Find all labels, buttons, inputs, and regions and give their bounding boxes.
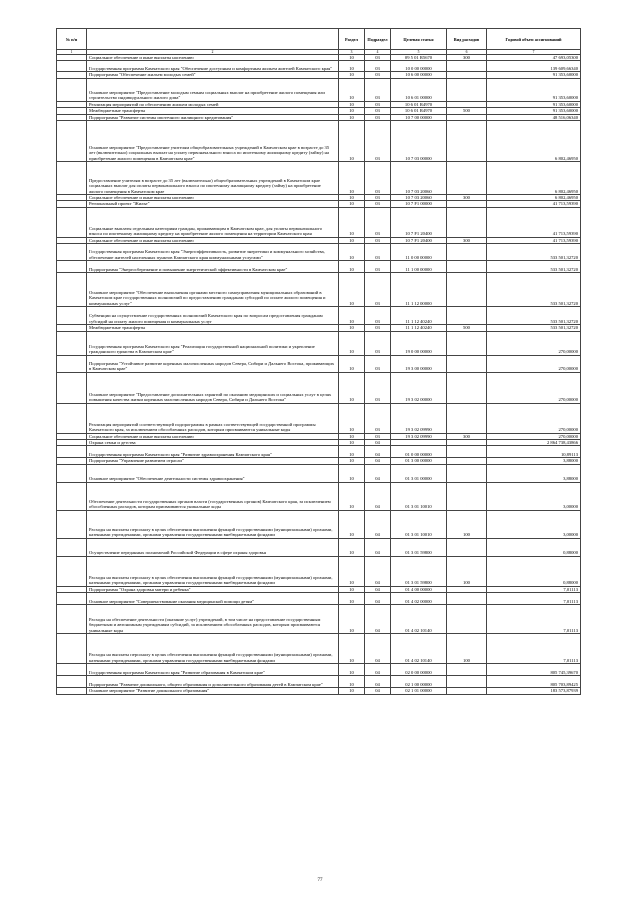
cell-amount: 533 501,32720 — [487, 273, 581, 307]
cell-razdel: 10 — [339, 325, 365, 331]
cell-vr — [447, 331, 487, 355]
cell-csr: 10 7 F1 20400 — [391, 207, 447, 237]
cell-amount: 91 353,60000 — [487, 72, 581, 78]
cell-podrazdel: 03 — [365, 403, 391, 433]
cell-csr: 01 3 01 00000 — [391, 464, 447, 482]
cell-num — [57, 207, 87, 237]
table-row — [57, 664, 581, 676]
cell-razdel: 10 — [339, 78, 365, 101]
table-row — [57, 273, 581, 307]
cell-razdel: 10 — [339, 355, 365, 372]
cell-amount: 48 516,06340 — [487, 114, 581, 120]
cell-num — [57, 556, 87, 586]
cell-name: Региональный проект "Жилье" — [87, 201, 339, 207]
cell-podrazdel: 04 — [365, 556, 391, 586]
cell-name: Подпрограмма "Энергосбережение и повышение энергетической эффективности в Камчатском крае" — [87, 261, 339, 273]
cell-amount: 6 802,46950 — [487, 195, 581, 201]
cell-razdel: 10 — [339, 593, 365, 605]
cell-amount: 270,00000 — [487, 403, 581, 433]
cell-podrazdel: 04 — [365, 510, 391, 538]
cell-csr: 11 1 12 00000 — [391, 273, 447, 307]
cell-amount: 533 501,32720 — [487, 261, 581, 273]
cell-razdel: 10 — [339, 114, 365, 120]
cell-vr — [447, 61, 487, 72]
cell-name: Социальное обеспечение и иные выплаты населению — [87, 237, 339, 243]
cell-name: Подпрограмма "Развитие системы ипотечного жилищного кредитования" — [87, 114, 339, 120]
cell-num — [57, 634, 87, 664]
cell-razdel: 10 — [339, 676, 365, 688]
cell-vr — [447, 307, 487, 325]
cell-razdel: 10 — [339, 307, 365, 325]
cell-vr — [447, 538, 487, 556]
cell-vr — [447, 273, 487, 307]
cell-vr — [447, 593, 487, 605]
cell-amount: 270,00000 — [487, 372, 581, 403]
cell-csr: 10 7 00 00000 — [391, 114, 447, 120]
cell-num — [57, 331, 87, 355]
cell-csr: 10 7 F1 20400 — [391, 237, 447, 243]
table-row — [57, 446, 581, 458]
cell-name: Основное мероприятие "Обеспечение деятельности системы здравоохранения" — [87, 464, 339, 482]
table-row — [57, 244, 581, 261]
col-number: 6 — [447, 50, 487, 55]
cell-vr — [447, 355, 487, 372]
budget-table — [56, 28, 581, 695]
table-row — [57, 634, 581, 664]
cell-name: Межбюджетные трансферты — [87, 325, 339, 331]
table-row — [57, 482, 581, 510]
cell-csr: 01 4 02 10140 — [391, 605, 447, 634]
cell-csr: 10 7 03 00000 — [391, 121, 447, 162]
cell-podrazdel: 04 — [365, 634, 391, 664]
cell-podrazdel: 03 — [365, 121, 391, 162]
cell-podrazdel: 03 — [365, 55, 391, 61]
cell-amount: 47 693,05300 — [487, 55, 581, 61]
cell-name: Социальные выплаты отдельным категориям граждан, проживающим в Камчатском крае, для уплаты первоначального взноса по ипотечному жилищному кредиту на приобретение жилого помещения на территории Камчатского края — [87, 207, 339, 237]
cell-razdel: 10 — [339, 664, 365, 676]
header-podrazdel: Подраздел — [365, 29, 391, 50]
cell-podrazdel: 03 — [365, 372, 391, 403]
cell-name: Государственная программа Камчатского края "Энергоэффективность, развитие энергетики и коммунального хозяйства, обеспечение жителей населенных пунктов Камчатского края коммунальными услугами" — [87, 244, 339, 261]
header-csr: Целевая статья — [391, 29, 447, 50]
header-name — [87, 29, 339, 50]
cell-num — [57, 446, 87, 458]
cell-razdel: 10 — [339, 108, 365, 114]
page-number: 77 — [317, 878, 323, 883]
table-row — [57, 688, 581, 694]
table-row — [57, 261, 581, 273]
cell-podrazdel: 03 — [365, 114, 391, 120]
cell-name: Подпрограмма "Обеспечение жильем молодых семей" — [87, 72, 339, 78]
cell-name: Государственная программа Камчатского края "Реализация государственной национальной политики и укрепление гражданского единства в Камчатском крае" — [87, 331, 339, 355]
cell-podrazdel: 04 — [365, 676, 391, 688]
cell-vr — [447, 244, 487, 261]
cell-name: Подпрограмма "Устойчивое развитие коренных малочисленных народов Севера, Сибири и Дальнего Востока, проживающих в Камчатском крае" — [87, 355, 339, 372]
table-row — [57, 121, 581, 162]
cell-name: Основное мероприятие "Обеспечение выполнения органами местного самоуправления муниципальных образований в Камчатском крае государственных полномочий по предоставлению гражданам субсидий по оплате жилого помещения и коммунальных услуг" — [87, 273, 339, 307]
cell-amount: 2 864 738,43866 — [487, 440, 581, 446]
table-row — [57, 676, 581, 688]
header-num: № п/п — [57, 29, 87, 50]
cell-amount: 91 353,60000 — [487, 78, 581, 101]
cell-num — [57, 676, 87, 688]
cell-amount: 3,88000 — [487, 458, 581, 464]
cell-num — [57, 273, 87, 307]
cell-razdel: 10 — [339, 121, 365, 162]
table-row — [57, 510, 581, 538]
cell-vr — [447, 664, 487, 676]
cell-csr: 19 3 02 00000 — [391, 372, 447, 403]
col-number: 4 — [365, 50, 391, 55]
cell-vr: 300 — [447, 195, 487, 201]
cell-csr: 02 0 00 00000 — [391, 664, 447, 676]
cell-podrazdel: 04 — [365, 482, 391, 510]
table-row — [57, 372, 581, 403]
cell-csr: 01 4 02 10140 — [391, 634, 447, 664]
cell-razdel: 10 — [339, 372, 365, 403]
cell-csr: 10 6 01 00000 — [391, 78, 447, 101]
cell-name: Основное мероприятие "Развитие дошкольного образования" — [87, 688, 339, 694]
cell-csr: 19 3 02 09990 — [391, 403, 447, 433]
cell-podrazdel: 03 — [365, 237, 391, 243]
cell-vr — [447, 78, 487, 101]
cell-num — [57, 464, 87, 482]
cell-podrazdel: 03 — [365, 307, 391, 325]
cell-razdel: 10 — [339, 201, 365, 207]
cell-podrazdel: 03 — [365, 61, 391, 72]
cell-razdel: 10 — [339, 464, 365, 482]
cell-razdel: 10 — [339, 162, 365, 195]
cell-amount: 6 802,46950 — [487, 162, 581, 195]
cell-csr: 02 1 00 00000 — [391, 676, 447, 688]
cell-razdel: 10 — [339, 586, 365, 592]
cell-amount: 805 703,89425 — [487, 676, 581, 688]
cell-amount: 0,88000 — [487, 556, 581, 586]
cell-razdel: 10 — [339, 237, 365, 243]
cell-amount: 10,89113 — [487, 446, 581, 458]
cell-csr: 10 6 00 00000 — [391, 72, 447, 78]
cell-num — [57, 403, 87, 433]
cell-csr: 11 1 12 40240 — [391, 307, 447, 325]
table-body — [57, 55, 581, 695]
cell-csr: 10 6 01 R4970 — [391, 108, 447, 114]
cell-amount: 3,88000 — [487, 464, 581, 482]
cell-amount: 0,88000 — [487, 538, 581, 556]
cell-csr: 02 1 01 00000 — [391, 688, 447, 694]
cell-amount: 7,01113 — [487, 605, 581, 634]
cell-csr: 01 3 01 59800 — [391, 556, 447, 586]
cell-amount: 270,00000 — [487, 355, 581, 372]
table-row — [57, 593, 581, 605]
cell-csr: 10 7 03 20060 — [391, 195, 447, 201]
cell-name: Обеспечение деятельности государственных органов власти (государственных органов) Камчатского края, за исключением обособленных расходов, которым присваиваются уникальные коды — [87, 482, 339, 510]
table-row — [57, 355, 581, 372]
cell-razdel: 10 — [339, 331, 365, 355]
cell-vr — [447, 464, 487, 482]
cell-razdel: 10 — [339, 72, 365, 78]
cell-num — [57, 261, 87, 273]
cell-vr — [447, 403, 487, 433]
cell-csr: 01 3 01 10010 — [391, 482, 447, 510]
header-vr: Вид расходов — [447, 29, 487, 50]
cell-podrazdel: 04 — [365, 688, 391, 694]
cell-podrazdel: 04 — [365, 605, 391, 634]
table-row — [57, 162, 581, 195]
cell-amount: 91 353,60000 — [487, 108, 581, 114]
cell-name: Подпрограмма "Управление развитием отрасли" — [87, 458, 339, 464]
cell-num — [57, 688, 87, 694]
cell-num — [57, 372, 87, 403]
cell-csr: 10 7 03 20060 — [391, 162, 447, 195]
header-amount: Годовой объем ассигнований — [487, 29, 581, 50]
cell-vr — [447, 446, 487, 458]
cell-name: Основное мероприятие "Предоставление молодым семьям социальных выплат на приобретение жилого помещения или строительство индивидуального жилого дома" — [87, 78, 339, 101]
cell-amount: 533 501,32720 — [487, 307, 581, 325]
cell-razdel: 10 — [339, 440, 365, 446]
cell-num — [57, 355, 87, 372]
cell-razdel: 10 — [339, 482, 365, 510]
cell-podrazdel: 03 — [365, 72, 391, 78]
cell-amount: 270,00000 — [487, 433, 581, 439]
cell-razdel: 10 — [339, 458, 365, 464]
col-number: 2 — [87, 50, 339, 55]
cell-amount: 41 713,59390 — [487, 237, 581, 243]
cell-num — [57, 664, 87, 676]
cell-razdel: 10 — [339, 101, 365, 107]
cell-csr: 11 0 00 00000 — [391, 244, 447, 261]
cell-vr — [447, 162, 487, 195]
cell-name: Охрана семьи и детства — [87, 440, 339, 446]
cell-name: Реализация мероприятий по обеспечению жильем молодых семей — [87, 101, 339, 107]
cell-num — [57, 482, 87, 510]
cell-amount: 41 713,59390 — [487, 201, 581, 207]
cell-vr: 500 — [447, 108, 487, 114]
cell-razdel: 10 — [339, 403, 365, 433]
cell-amount: 7,01113 — [487, 593, 581, 605]
cell-amount: 41 713,59390 — [487, 207, 581, 237]
cell-podrazdel: 03 — [365, 433, 391, 439]
table-row — [57, 61, 581, 72]
cell-name: Социальное обеспечение и иные выплаты населению — [87, 55, 339, 61]
cell-csr: 01 3 01 59800 — [391, 538, 447, 556]
cell-csr: 01 0 00 00000 — [391, 446, 447, 458]
cell-vr — [447, 121, 487, 162]
cell-amount: 805 745,39670 — [487, 664, 581, 676]
cell-num — [57, 307, 87, 325]
cell-vr: 100 — [447, 510, 487, 538]
col-number: 5 — [391, 50, 447, 55]
cell-num — [57, 162, 87, 195]
cell-name: Основное мероприятие "Совершенствование оказания медицинской помощи детям" — [87, 593, 339, 605]
cell-name: Субвенции на осуществление государственных полномочий Камчатского края по вопросам предоставления гражданам субсидий на оплату жилого помещения и коммунальных услуг — [87, 307, 339, 325]
cell-name: Социальное обеспечение и иные выплаты населению — [87, 433, 339, 439]
cell-vr — [447, 372, 487, 403]
cell-vr — [447, 482, 487, 510]
cell-name: Расходы на обеспечение деятельности (оказание услуг) учреждений, в том числе на предоставление государственным бюджетным и автономным учреждениям субсидий, за исключением обособленных расходов, которым присваиваются уникальные коды — [87, 605, 339, 634]
cell-amount: 7,01113 — [487, 586, 581, 592]
cell-num — [57, 538, 87, 556]
cell-vr: 100 — [447, 556, 487, 586]
col-number: 1 — [57, 50, 87, 55]
cell-vr: 300 — [447, 237, 487, 243]
cell-name: Межбюджетные трансферты — [87, 108, 339, 114]
cell-name: Основное мероприятие "Предоставление дополнительных гарантий по оказанию медицинских и социальных услуг в целях повышения качества жизни коренных малочисленных народов Севера, Сибири и Дальнего Востока" — [87, 372, 339, 403]
cell-csr: 19 3 02 09990 — [391, 433, 447, 439]
cell-razdel: 10 — [339, 195, 365, 201]
cell-num — [57, 244, 87, 261]
cell-razdel: 10 — [339, 55, 365, 61]
cell-name: Расходы на выплаты персоналу в целях обеспечения выполнения функций государственными (муниципальными) органами, казенными учреждениями, органами управления государственными внебюджетными фондами — [87, 634, 339, 664]
table-row — [57, 207, 581, 237]
cell-razdel: 10 — [339, 244, 365, 261]
cell-name: Осуществление переданных полномочий Российской Федерации в сфере охраны здоровья — [87, 538, 339, 556]
cell-amount: 3,00000 — [487, 510, 581, 538]
cell-vr: 300 — [447, 55, 487, 61]
cell-name: Основное мероприятие "Предоставление учителям общеобразовательных учреждений в Камчатском крае в возрасте до 35 лет (включительно) социальных выплат на уплату первоначального взноса по ипотечному жилищному кредиту (займу) на приобретение жилого помещения в Камчатском крае" — [87, 121, 339, 162]
cell-podrazdel: 04 — [365, 458, 391, 464]
cell-amount: 533 501,32720 — [487, 244, 581, 261]
table-row — [57, 307, 581, 325]
cell-num — [57, 121, 87, 162]
cell-csr: 10 7 F1 00000 — [391, 201, 447, 207]
cell-name: Государственная программа Камчатского края "Развитие здравоохранения Камчатского края" — [87, 446, 339, 458]
cell-razdel: 10 — [339, 61, 365, 72]
cell-csr: 01 4 00 00000 — [391, 586, 447, 592]
cell-csr: 10 0 00 00000 — [391, 61, 447, 72]
cell-csr: 19 0 00 00000 — [391, 331, 447, 355]
cell-podrazdel: 03 — [365, 201, 391, 207]
cell-podrazdel: 04 — [365, 586, 391, 592]
cell-podrazdel: 03 — [365, 162, 391, 195]
cell-amount: 91 353,60000 — [487, 101, 581, 107]
cell-vr: 500 — [447, 325, 487, 331]
table-row — [57, 331, 581, 355]
cell-name: Расходы на выплаты персоналу в целях обеспечения выполнения функций государственными (муниципальными) органами, казенными учреждениями, органами управления государственными внебюджетными фондами — [87, 556, 339, 586]
table-row — [57, 403, 581, 433]
cell-razdel: 10 — [339, 556, 365, 586]
cell-csr: 19 3 00 00000 — [391, 355, 447, 372]
cell-podrazdel: 03 — [365, 273, 391, 307]
table-row — [57, 556, 581, 586]
header-razdel: Раздел — [339, 29, 365, 50]
cell-amount: 6 802,46950 — [487, 121, 581, 162]
cell-num — [57, 593, 87, 605]
cell-podrazdel: 03 — [365, 355, 391, 372]
cell-name: Государственная программа Камчатского края "Развитие образования в Камчатском крае" — [87, 664, 339, 676]
cell-podrazdel: 04 — [365, 464, 391, 482]
cell-amount: 533 501,32720 — [487, 325, 581, 331]
cell-name: Расходы на выплаты персоналу в целях обеспечения выполнения функций государственными (муниципальными) органами, казенными учреждениями, органами управления государственными внебюджетными фондами — [87, 510, 339, 538]
table-row — [57, 464, 581, 482]
cell-vr — [447, 261, 487, 273]
cell-podrazdel: 03 — [365, 331, 391, 355]
cell-razdel: 10 — [339, 510, 365, 538]
cell-csr: 01 3 01 10010 — [391, 510, 447, 538]
cell-vr — [447, 676, 487, 688]
cell-podrazdel: 03 — [365, 325, 391, 331]
cell-name: Предоставление учителям в возрасте до 35 лет (включительно) общеобразовательных учреждений в Камчатском крае социальных выплат для оплаты первоначального взноса по ипотечному жилищному кредиту (займу) на приобретение жилого помещения в Камчатском крае — [87, 162, 339, 195]
col-number: 7 — [487, 50, 581, 55]
cell-name: Реализация мероприятий соответствующей подпрограммы в рамках соответствующей государственной программы Камчатского края, за исключением обособленных расходов, которым присваиваются уникальные коды — [87, 403, 339, 433]
cell-name: Социальное обеспечение и иные выплаты населению — [87, 195, 339, 201]
cell-razdel: 10 — [339, 446, 365, 458]
cell-csr: 10 6 01 R4970 — [391, 101, 447, 107]
cell-podrazdel: 03 — [365, 244, 391, 261]
col-number: 3 — [339, 50, 365, 55]
cell-amount: 139 609,66340 — [487, 61, 581, 72]
cell-podrazdel: 03 — [365, 261, 391, 273]
table-row — [57, 605, 581, 634]
cell-amount: 7,01113 — [487, 634, 581, 664]
cell-amount: 3,00000 — [487, 482, 581, 510]
cell-razdel: 10 — [339, 433, 365, 439]
cell-razdel: 10 — [339, 605, 365, 634]
cell-razdel: 10 — [339, 538, 365, 556]
cell-num — [57, 78, 87, 101]
cell-vr — [447, 605, 487, 634]
cell-amount: 270,00000 — [487, 331, 581, 355]
cell-csr: 11 1 12 40240 — [391, 325, 447, 331]
cell-csr: 09 5 01 R5670 — [391, 55, 447, 61]
cell-csr: 01 4 02 00000 — [391, 593, 447, 605]
cell-csr: 11 1 00 00000 — [391, 261, 447, 273]
cell-num — [57, 510, 87, 538]
cell-podrazdel: 03 — [365, 78, 391, 101]
cell-podrazdel: 03 — [365, 195, 391, 201]
cell-vr — [447, 688, 487, 694]
cell-amount: 183 573,87939 — [487, 688, 581, 694]
cell-vr: 100 — [447, 634, 487, 664]
cell-podrazdel: 03 — [365, 207, 391, 237]
cell-vr: 300 — [447, 433, 487, 439]
cell-csr: 01 3 00 00000 — [391, 458, 447, 464]
cell-name: Государственная программа Камчатского края "Обеспечение доступным и комфортным жильем жителей Камчатского края" — [87, 61, 339, 72]
cell-podrazdel: 04 — [365, 664, 391, 676]
cell-razdel: 10 — [339, 688, 365, 694]
table-row — [57, 538, 581, 556]
cell-podrazdel: 03 — [365, 108, 391, 114]
cell-vr — [447, 207, 487, 237]
cell-podrazdel: 04 — [365, 446, 391, 458]
cell-podrazdel: 04 — [365, 440, 391, 446]
cell-razdel: 10 — [339, 261, 365, 273]
header-row — [57, 29, 581, 50]
cell-podrazdel: 03 — [365, 101, 391, 107]
cell-razdel: 10 — [339, 207, 365, 237]
cell-name: Подпрограмма "Развитие дошкольного, общего образования и дополнительного образования детей в Камчатском крае" — [87, 676, 339, 688]
cell-name: Подпрограмма "Охрана здоровья матери и ребенка" — [87, 586, 339, 592]
cell-num — [57, 61, 87, 72]
cell-podrazdel: 04 — [365, 538, 391, 556]
cell-podrazdel: 04 — [365, 593, 391, 605]
cell-razdel: 10 — [339, 273, 365, 307]
table-row — [57, 78, 581, 101]
cell-num — [57, 605, 87, 634]
cell-razdel: 10 — [339, 634, 365, 664]
